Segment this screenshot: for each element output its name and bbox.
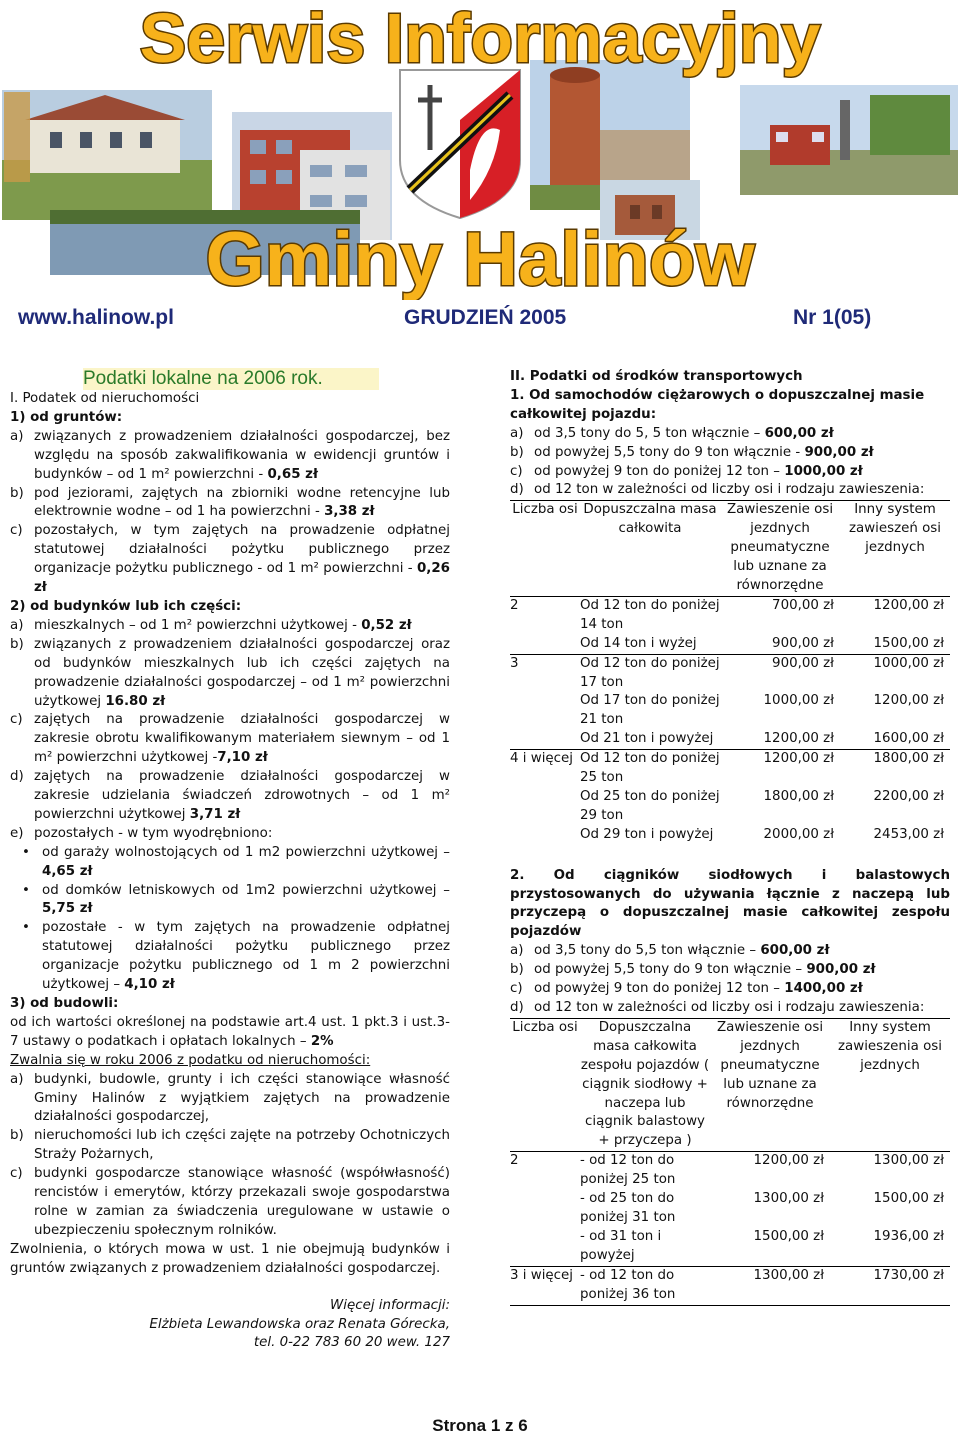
list-item: d) od 12 ton w zależności od liczby osi i rodzaju zawieszenia: bbox=[510, 1000, 925, 1015]
table-header-cell: Liczba osi bbox=[512, 502, 578, 518]
masthead-graphic bbox=[0, 0, 960, 300]
trucks-subsection-title: 1. Od samochodów ciężarowych o dopuszczalnej masie całkowitej pojazdu: bbox=[510, 387, 925, 422]
list-item: e) pozostałych - w tym wyodrębniono: bbox=[10, 825, 273, 841]
table-row: Od 25 ton do poniżej 29 ton 1800,00 zł 2200,00 zł bbox=[580, 788, 944, 823]
list-item: a) budynki, budowle, grunty i ich części stanowiące własność Gminy Halinów z wyjątkiem zajętych na prowadzenie działalności gospodarczej, bbox=[10, 1071, 450, 1125]
list-item: a) od 3,5 tony do 5, 5 ton włącznie – 600,00 zł bbox=[510, 425, 834, 441]
bullet-item: • od domków letniskowych od 1m2 powierzchni użytkowej – 5,75 zł bbox=[10, 882, 450, 920]
table-row: - od 25 ton do poniżej 31 ton 1300,00 zł 1500,00 zł bbox=[580, 1191, 944, 1225]
article-heading: Podatki lokalne na 2006 rok. bbox=[83, 368, 379, 390]
table-header-cell: Dopuszczalna masa całkowita zespołu pojazdów ( ciągnik siodłowy + naczepa lub ciągnik balastowy + przyczepa ) bbox=[580, 1019, 710, 1149]
section-transport-tax-title: II. Podatki od środków transportowych bbox=[510, 369, 803, 384]
issue-info-bar bbox=[18, 306, 880, 334]
list-item: c) od powyżej 9 ton do poniżej 12 ton – 1000,00 zł bbox=[510, 463, 863, 479]
masthead-title-top: Serwis Informacyjny bbox=[139, 0, 821, 77]
table-row: Od 14 ton i wyżej 900,00 zł 1500,00 zł bbox=[580, 635, 944, 651]
structures-subsection-title: 3) od budowli: bbox=[10, 996, 119, 1011]
table-header-cell: Liczba osi bbox=[512, 1019, 578, 1035]
list-item: a) mieszkalnych – od 1 m² powierzchni użytkowej - 0,52 zł bbox=[10, 617, 412, 633]
table-row: Od 17 ton do poniżej 21 ton 1000,00 zł 1200,00 zł bbox=[580, 693, 944, 728]
list-item: b) od powyżej 5,5 tony do 9 ton włącznie – 900,00 zł bbox=[510, 962, 876, 978]
tractors-subsection-title: 2. Od ciągników siodłowych i balastowych przystosowanych do używania łącznie z naczepą lub przyczepą o dopuszczalnej masie całkowitej zespołu pojazdów bbox=[510, 867, 950, 940]
structures-text: od ich wartości określonej na podstawie art.4 ust. 1 pkt.3 i ust.3-7 ustawy o podatkach i opłatach lokalnych – 2% bbox=[10, 1014, 450, 1049]
table-header-cell: Inny system zawieszenia osi jezdnych bbox=[838, 1019, 942, 1073]
list-item: a) od 3,5 tony do 5,5 ton włącznie – 600,00 zł bbox=[510, 943, 830, 959]
website-link[interactable]: www.halinow.pl bbox=[18, 306, 174, 329]
bullet-item: • od garaży wolnostojących od 1 m2 powierzchni użytkowej – 4,65 zł bbox=[10, 844, 450, 882]
list-item: d) od 12 ton w zależności od liczby osi i rodzaju zawieszenia: bbox=[510, 482, 925, 498]
list-item: a) związanych z prowadzeniem działalności gospodarczej, bez względu na sposób zakwalifikowania w ewidencji gruntów i budynków – od 1 m² powierzchni - 0,65 zł bbox=[10, 428, 450, 482]
table-header-cell: Inny system zawieszeń osi jezdnych bbox=[848, 502, 942, 556]
buildings-subsection-title: 2) od budynków lub ich części: bbox=[10, 598, 242, 614]
masthead bbox=[0, 0, 960, 300]
table-row: 3 Od 12 ton do poniżej 17 ton 900,00 zł 1000,00 zł bbox=[510, 654, 950, 692]
table-row: 2 - od 12 ton do poniżej 25 ton 1200,00 zł 1300,00 zł bbox=[510, 1152, 950, 1190]
table-row: 4 i więcej Od 12 ton do poniżej 25 ton 1200,00 zł 1800,00 zł bbox=[510, 750, 950, 788]
masthead-title-bottom: Gminy Halinów bbox=[205, 217, 755, 300]
list-item: b) nieruchomości lub ich części zajęte na potrzeby Ochotniczych Straży Pożarnych, bbox=[10, 1128, 450, 1163]
table-header-cell: Zawieszenie osi jezdnych pneumatyczne lub uznane za równorzędne bbox=[726, 502, 834, 593]
tractors-tax-table bbox=[510, 1018, 950, 1306]
table-row: - od 31 ton i powyżej 1500,00 zł 1936,00 zł bbox=[580, 1228, 944, 1263]
table-row: Od 21 ton i powyżej 1200,00 zł 1600,00 zł bbox=[580, 731, 944, 747]
bullet-icon: • bbox=[22, 882, 30, 898]
list-item: b) związanych z prowadzeniem działalności gospodarczej oraz od budynków mieszkalnych lub ich części zajętych na prowadzenie działalności gospodarczej – od 1 m² powierzchni użytkowej 16.80 zł bbox=[10, 636, 450, 709]
table-row: 3 i więcej - od 12 ton do poniżej 36 ton 1300,00 zł 1730,00 zł bbox=[510, 1266, 950, 1305]
list-item: c) pozostałych, w tym zajętych na prowadzenie odpłatnej statutowej działalności pożytku publicznego przez organizacje pożytku publicznego - od 1 m² powierzchni - 0,26 zł bbox=[10, 523, 450, 596]
bullet-icon: • bbox=[22, 844, 30, 860]
bullet-item: • pozostałe - w tym zajętych na prowadzenie odpłatnej statutowej działalności pożytku publicznego przez organizacje pożytku publicznego od 1 m 2 powierzchni użytkowej – 4,10 zł bbox=[10, 919, 450, 995]
left-column bbox=[10, 368, 450, 1353]
list-item: c) zajętych na prowadzenie działalności gospodarczej w zakresie obrotu kwalifikowanym materiałem siewnym – od 1 m² powierzchni użytkowej -7,10 zł bbox=[10, 712, 450, 766]
table-header-cell: Zawieszenie osi jezdnych pneumatyczne lub uznane za równorzędne bbox=[716, 1019, 824, 1111]
photo-train-station bbox=[740, 85, 958, 195]
coat-of-arms bbox=[400, 70, 520, 218]
table-row: Od 29 ton i powyżej 2000,00 zł 2453,00 zł bbox=[580, 826, 944, 842]
exemptions-title: Zwalnia się w roku 2006 z podatku od nieruchomości: bbox=[10, 1052, 371, 1068]
list-item: c) budynki gospodarcze stanowiące własność (współwłasność) rencistów i emerytów, którzy przekazali swoje gospodarstwa rolne w zamian za świadczenia uregulowane w ustawie o ubezpieczeniu społecznym rolników. bbox=[10, 1166, 450, 1238]
trucks-tax-table bbox=[510, 500, 950, 844]
page-footer: Strona 1 z 6 bbox=[432, 1416, 528, 1435]
land-subsection-title: 1) od gruntów: bbox=[10, 409, 123, 425]
photo-manor-house bbox=[2, 90, 212, 220]
issue-date: GRUDZIEŃ 2005 bbox=[404, 306, 567, 329]
list-item: b) pod jeziorami, zajętych na zbiorniki wodne retencyjne lub elektrownie wodne – od 1 ha powierzchni - 3,38 zł bbox=[10, 485, 450, 520]
list-item: d) zajętych na prowadzenie działalności gospodarczej w zakresie udzielania świadczeń zdrowotnych – od 1 m² powierzchni użytkowej 3,71 zł bbox=[10, 769, 450, 822]
list-item: b) od powyżej 5,5 tony do 9 ton włącznie - 900,00 zł bbox=[510, 444, 874, 460]
table-row: 2 Od 12 ton do poniżej 14 ton 700,00 zł 1200,00 zł bbox=[510, 596, 950, 634]
right-column bbox=[510, 368, 950, 1306]
bullet-icon: • bbox=[22, 920, 30, 936]
closing-text: Zwolnienia, o których mowa w ust. 1 nie obejmują budynków i gruntów związanych z prowadzeniem działalności gospodarczej. bbox=[10, 1241, 450, 1276]
contact-info: Więcej informacji: Elżbieta Lewandowska oraz Renata Górecka, tel. 0-22 783 60 20 wew. 127 bbox=[149, 1297, 450, 1351]
issue-number: Nr 1(05) bbox=[793, 306, 872, 329]
list-item: c) od powyżej 9 ton do poniżej 12 ton – 1400,00 zł bbox=[510, 981, 863, 997]
table-header-cell: Dopuszczalna masa całkowita bbox=[583, 502, 717, 537]
section-property-tax-title: I. Podatek od nieruchomości bbox=[10, 391, 200, 406]
